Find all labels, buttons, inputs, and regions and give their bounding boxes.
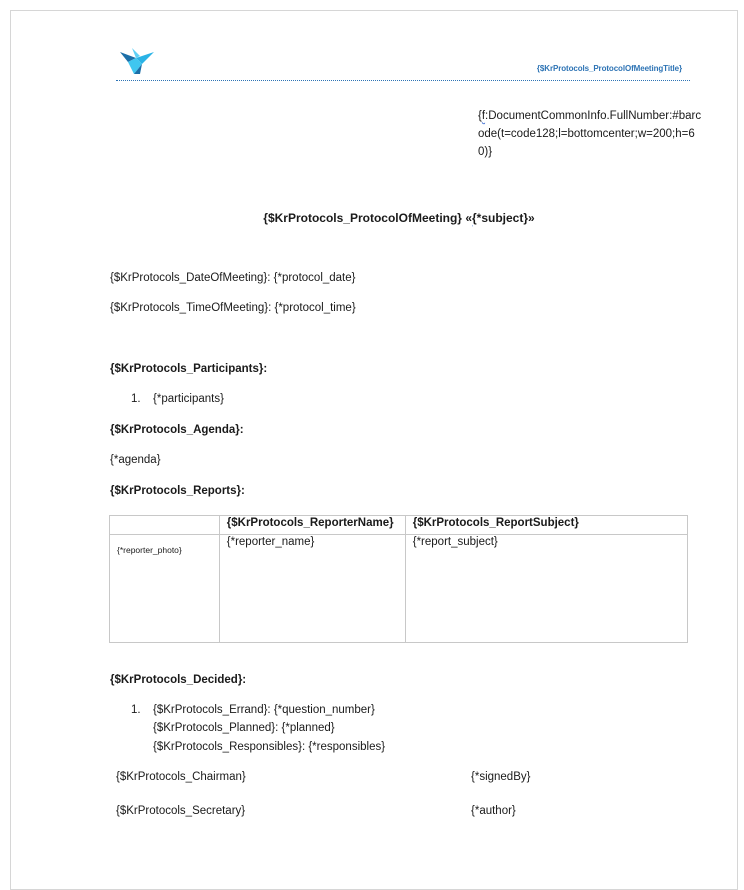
meeting-date-line: {$KrProtocols_DateOfMeeting}: {*protocol_date}: [110, 272, 356, 284]
table-header-reporter: {$KrProtocols_ReporterName}: [219, 516, 405, 535]
decided-item-number: 1.: [131, 704, 141, 716]
barcode-prefix: {: [478, 110, 482, 122]
header-title: {$KrProtocols_ProtocolOfMeetingTitle}: [536, 64, 682, 73]
barcode-field: [478, 107, 704, 161]
decided-heading: {$KrProtocols_Decided}:: [110, 674, 247, 686]
company-logo-bird-icon: [118, 46, 156, 76]
agenda-text: {*agenda}: [110, 454, 161, 466]
reporter-photo-cell: {*reporter_photo}: [110, 535, 220, 643]
participants-item-number: 1.: [131, 393, 141, 405]
agenda-heading: {$KrProtocols_Agenda}:: [110, 424, 244, 436]
document-title: [110, 211, 688, 225]
table-header-subject: {$KrProtocols_ReportSubject}: [405, 516, 687, 535]
table-row: [110, 535, 688, 643]
decided-planned-line: {$KrProtocols_Planned}: {*planned}: [153, 722, 335, 734]
decided-responsibles-line: {$KrProtocols_Responsibles}: {*responsibles}: [153, 741, 386, 753]
reporter-name-cell: {*reporter_name}: [219, 535, 405, 643]
header-divider: [116, 80, 690, 81]
participants-heading: {$KrProtocols_Participants}:: [110, 363, 268, 375]
chairman-value: {*signedBy}: [471, 771, 531, 783]
title-quote-open: «: [461, 211, 472, 225]
title-label: {$KrProtocols_ProtocolOfMeeting}: [263, 211, 462, 225]
secretary-label: {$KrProtocols_Secretary}: [116, 805, 246, 817]
reports-heading: {$KrProtocols_Reports}:: [110, 485, 245, 497]
chairman-label: {$KrProtocols_Chairman}: [116, 771, 246, 783]
table-header-row: [110, 516, 688, 535]
title-quote-close: »: [528, 211, 535, 225]
secretary-value: {*author}: [471, 805, 516, 817]
barcode-f-char: f: [481, 110, 486, 122]
decided-errand-line: {$KrProtocols_Errand}: {*question_number}: [153, 704, 375, 716]
participants-item: {*participants}: [153, 393, 224, 405]
table-header-empty: [110, 516, 220, 535]
report-subject-cell: {*report_subject}: [405, 535, 687, 643]
title-subject: *subject}: [476, 211, 529, 225]
title-subject-brace: {: [472, 211, 477, 225]
meeting-time-line: {$KrProtocols_TimeOfMeeting}: {*protocol_time}: [110, 302, 356, 314]
reports-table: [109, 515, 688, 643]
barcode-rest: :DocumentCommonInfo.FullNumber:#barcode(t=code128;l=bottomcenter;w=200;h=60)}: [478, 110, 702, 158]
